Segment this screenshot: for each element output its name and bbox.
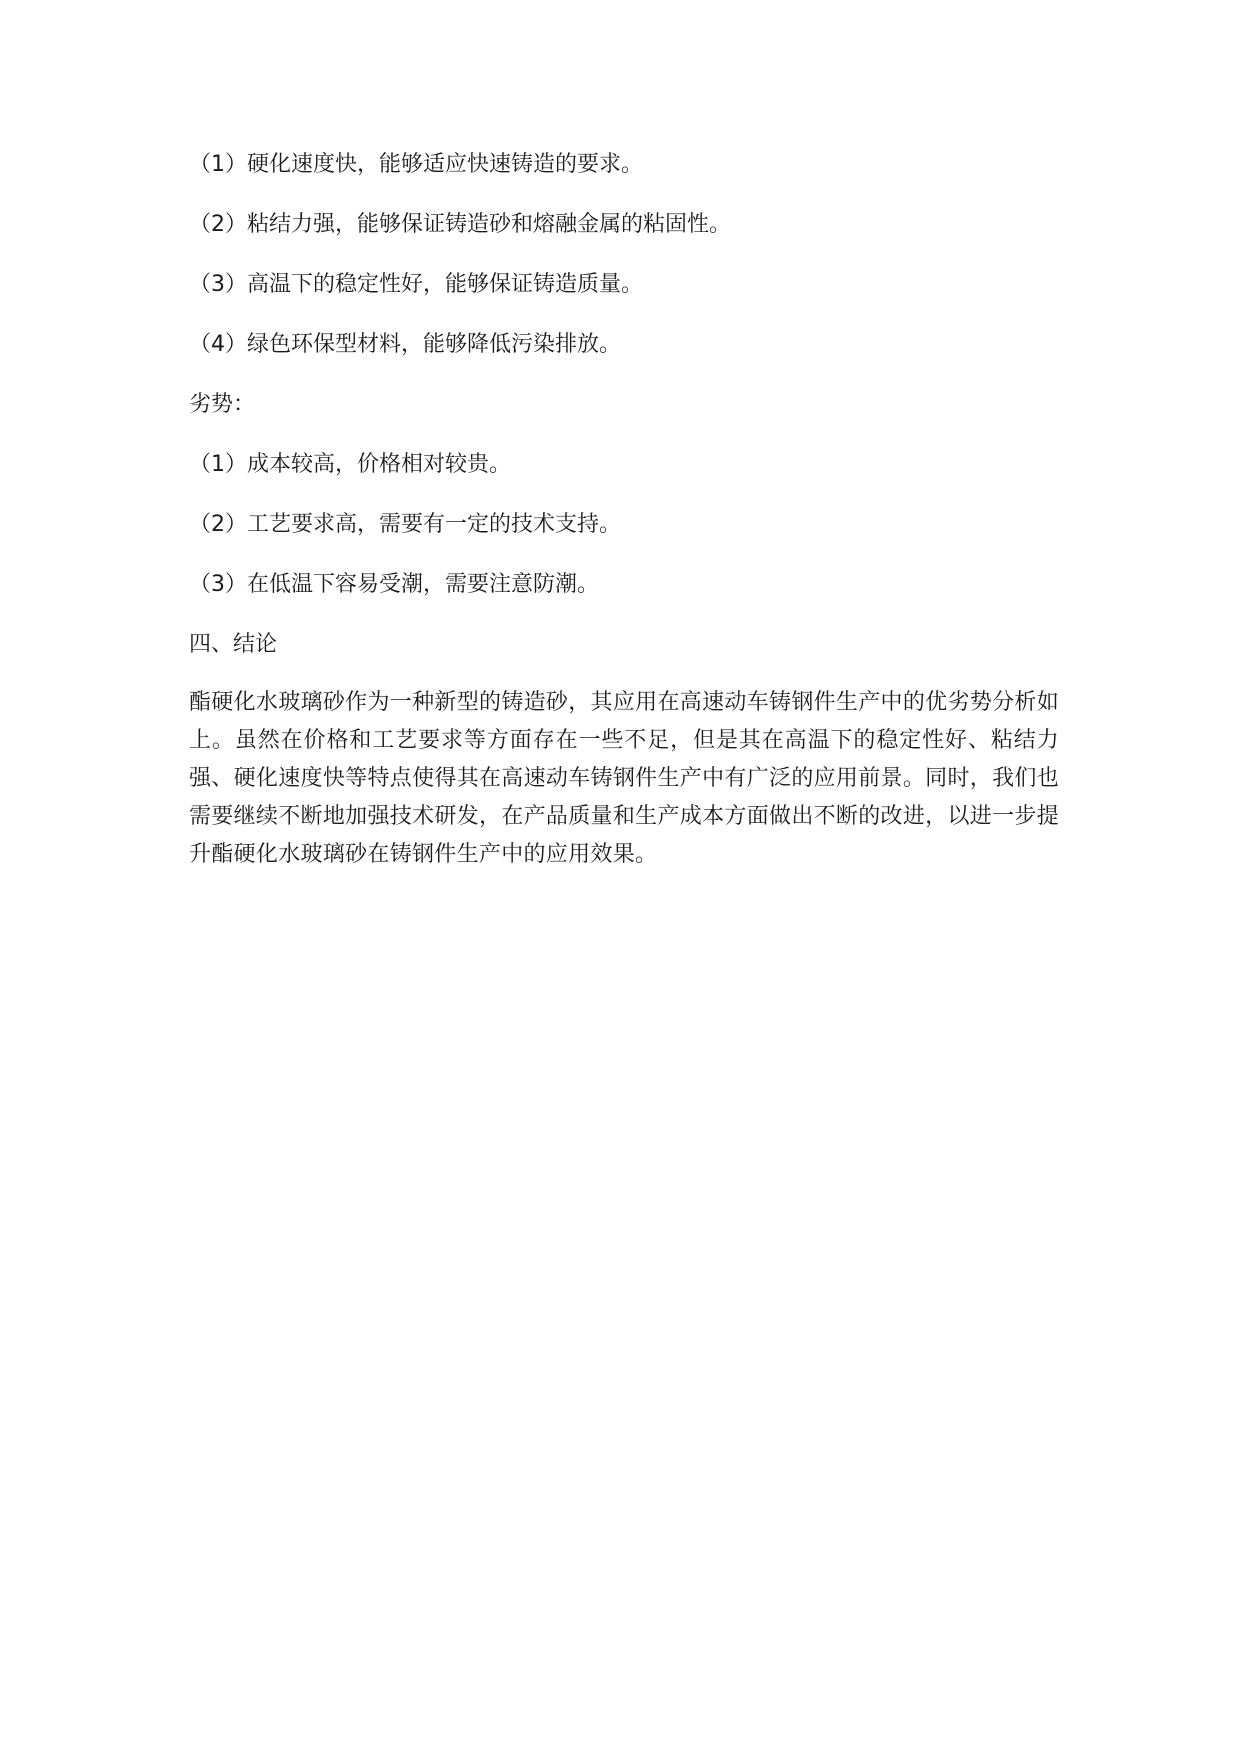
disadvantage-item-3: （3）在低温下容易受潮，需要注意防潮。 <box>189 572 599 597</box>
conclusion-paragraph: 酯硬化水玻璃砂作为一种新型的铸造砂，其应用在高速动车铸钢件生产中的优劣势分析如上。虽然在价格和工艺要求等方面存在一些不足，但是其在高温下的稳定性好、粘结力强、硬化速度快等特点使得其在高速动车铸钢件生产中有广泛的应用前景。同时，我们也需要继续不断地加强技术研发，在产品质量和生产成本方面做出不断的改进，以进一步提升酯硬化水玻璃砂在铸钢件生产中的应用效果。 <box>189 690 1059 867</box>
document-body <box>189 150 1059 874</box>
section-title: 四、结论 <box>189 632 278 657</box>
disadvantages-label: 劣势： <box>189 392 256 417</box>
disadvantage-item-2: （2）工艺要求高，需要有一定的技术支持。 <box>189 512 621 537</box>
advantage-item-3: （3）高温下的稳定性好，能够保证铸造质量。 <box>189 272 643 297</box>
disadvantage-item-1: （1）成本较高，价格相对较贵。 <box>189 452 511 477</box>
advantage-item-1: （1）硬化速度快，能够适应快速铸造的要求。 <box>189 152 643 177</box>
advantage-item-4: （4）绿色环保型材料，能够降低污染排放。 <box>189 332 621 357</box>
advantage-item-2: （2）粘结力强，能够保证铸造砂和熔融金属的粘固性。 <box>189 212 731 237</box>
